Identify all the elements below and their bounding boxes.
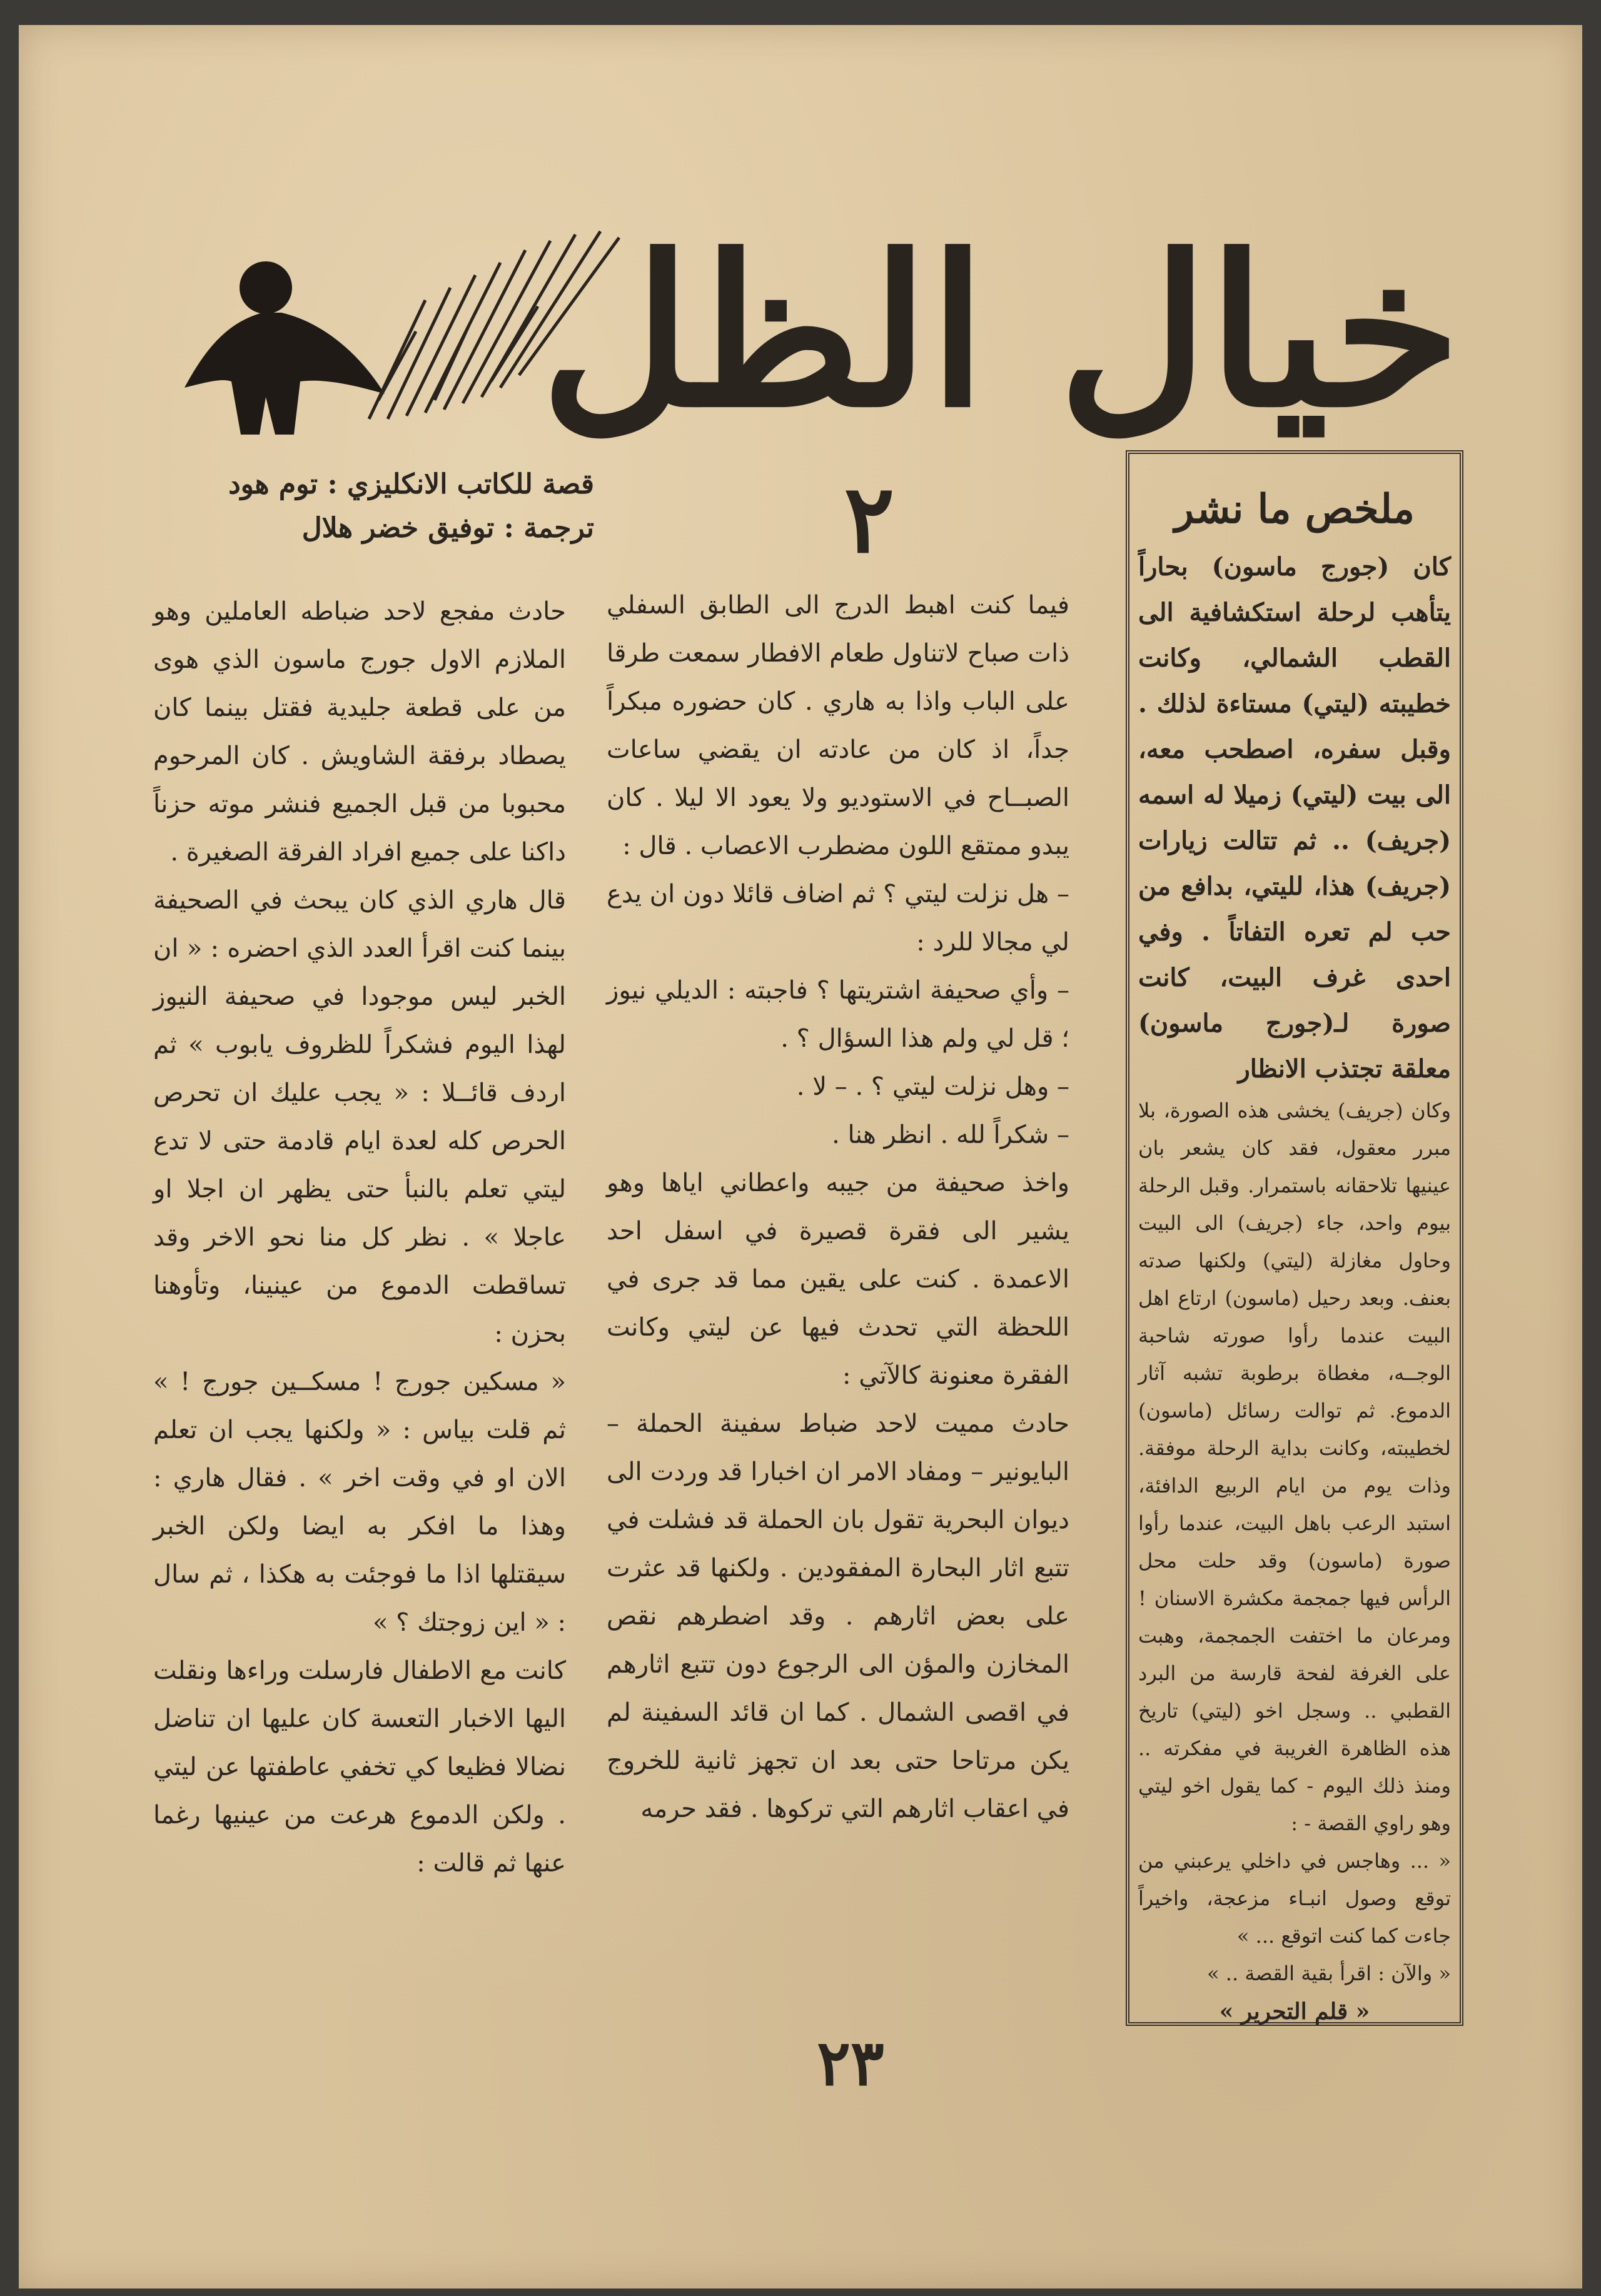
summary-body: وكان (جريف) يخشى هذه الصورة، بلا مبرر معقول، فقد كان يشعر بان عينيها تلاحقانه باستمرار. وقبل الرحلة بيوم واحد، جاء (جريف) الى البيت وحاول مغازلة (ليتي) ولكنها صدته بعنف. وبعد رحيل (ماسون) ارتاع اهل البيت عندما رأوا صورته شاحبة الوجــه، مغطاة برطوبة تشبه آثار الدموع. ثم توالت رسائل (ماسون) لخطيبته، وكانت بداية الرحلة موفقة. وذات يوم من ايام الربيع الدافئة، استبد الرعب باهل البيت، عندما رأوا صورة (ماسون) وقد حلت محل الرأس فيها جمجمة مكشرة الاسنان ! ومرعان ما اختفت الجمجمة، وهبت على الغرفة لفحة قارسة من البرد القطبي .. وسجل اخو (ليتي) تاريخ هذه الظاهرة الغريبة في مفكرته .. ومنذ ذلك اليوم - كما يقول اخو ليتي وهو راوي القصة - : <box>1138 1099 1451 1835</box>
paragraph: – وهل نزلت ليتي ؟ . – لا . <box>796 1072 1069 1101</box>
left-text-column <box>153 588 566 1888</box>
translator-credit: ترجمة : توفيق خضر هلال <box>301 512 594 544</box>
paragraph: كانت مع الاطفال فارسلت وراءها ونقلت اليها الاخبار التعسة كان عليها ان تناضل نضالا فظيعا كي تخفي عاطفتها عن ليتي . ولكن الدموع هرعت من عينيها رغما عنها ثم قالت : <box>153 1656 566 1878</box>
author-credit: قصة للكاتب الانكليزي : توم هود <box>228 468 594 500</box>
summary-lead: كان (جورج ماسون) بحاراً يتأهب لرحلة استكشافية الى القطب الشمالي، وكانت خطيبته (ليتي) مستاءة لذلك . وقبل سفره، اصطحب معه، الى بيت (ليتي) زميلا له اسمه (جريف) .. ثم تتالت زيارات (جريف) هذا، لليتي، بدافع من حب لم تعره التفاتاً . وفي احدى غرف البيت، كانت صورة لـ(جورج ماسون) معلقة تجتذب الانظار <box>1138 552 1451 1084</box>
magazine-page <box>19 25 1582 2288</box>
editorial-signature: « قلم التحرير » <box>1219 1998 1370 2025</box>
installment-number: ٢ <box>844 464 895 574</box>
summary-continue: « والآن : اقرأ بقية القصة .. » <box>1207 1961 1451 1985</box>
paragraph: واخذ صحيفة من جيبه واعطاني اياها وهو يشير الى فقرة قصيرة في اسفل احد الاعمدة . كنت على يقين مما قد جرى في اللحظة التي تحدث فيها عن ليتي وكانت الفقرة معنونة كالآتي : <box>607 1169 1069 1390</box>
summary-box <box>1126 450 1463 2026</box>
paragraph: – وأي صحيفة اشتريتها ؟ فاجبته : الديلي نيوز ؛ قل لي ولم هذا السؤال ؟ . <box>607 976 1069 1053</box>
middle-text-column <box>607 582 1069 1833</box>
paragraph: فيما كنت اهبط الدرج الى الطابق السفلي ذات صباح لاتناول طعام الافطار سمعت طرقا على الباب واذا به هاري . كان حضوره مبكراً جداً، اذ كان من عادته ان يقضي ساعات الصبــاح في الاستوديو ولا يعود الا ليلا . كان يبدو ممتقع اللون مضطرب الاعصاب . قال : <box>607 591 1069 860</box>
summary-heading: ملخص ما نشر <box>1174 486 1415 533</box>
paragraph: – هل نزلت ليتي ؟ ثم اضاف قائلا دون ان يدع لي مجالا للرد : <box>607 880 1069 957</box>
paragraph: قال هاري الذي كان يبحث في الصحيفة بينما كنت اقرأ العدد الذي احضره : « ان الخبر ليس موجودا في صحيفة النيوز لهذا اليوم فشكراً للظروف يابوب » ثم اردف قائــلا : « يجب عليك ان تحرص الحرص كله لعدة ايام قادمة حتى لا تدع ليتي تعلم بالنبأ حتى يظهر ان اجلا او عاجلا » . نظر كل منا نحو الاخر وقد تساقطت الدموع من عينينا، وتأوهنا بحزن : <box>153 886 566 1348</box>
paragraph: حادث مفجع لاحد ضباطه العاملين وهو الملازم الاول جورج ماسون الذي هوى من على قطعة جليدية فقتل بينما كان يصطاد برفقة الشاويش . كان المرحوم محبوبا من قبل الجميع فنشر موته حزناً داكنا على جميع افراد الفرقة الصغيرة . <box>153 597 566 867</box>
paragraph: – شكراً لله . انظر هنا . <box>832 1120 1069 1149</box>
page-number: ٢٣ <box>817 2026 884 2100</box>
paragraph: « مسكين جورج ! مسكــين جورج ! » ثم قلت بياس : « ولكنها يجب ان تعلم الان او في وقت اخر » . فقال هاري : وهذا ما افكر به ايضا ولكن الخبر سيقتلها اذا ما فوجئت به هكذا ، ثم سال : « اين زوجتك ؟ » <box>153 1367 566 1637</box>
story-title: خيال الظل <box>540 210 1461 453</box>
summary-quote: « ... وهاجس في داخلي يرعبني من توقع وصول انبـاء مزعجة، واخيراً جاءت كما كنت اتوقع ... » <box>1138 1849 1451 1948</box>
credits-block <box>181 463 594 550</box>
paragraph: حادث مميت لاحد ضباط سفينة الحملة – البايونير – ومفاد الامر ان اخبارا قد وردت الى ديوان البحرية تقول بان الحملة قد فشلت في تتبع اثار البحارة المفقودين . ولكنها قد عثرت على بعض اثارهم . وقد اضطرهم نقص المخازن والمؤن الى الرجوع دون تتبع اثارهم في اقصى الشمال . كما ان قائد السفينة لم يكن مرتاحا حتى بعد ان تجهز ثانية للخروج في اعقاب اثارهم التي تركوها . فقد حرمه <box>607 1409 1069 1823</box>
